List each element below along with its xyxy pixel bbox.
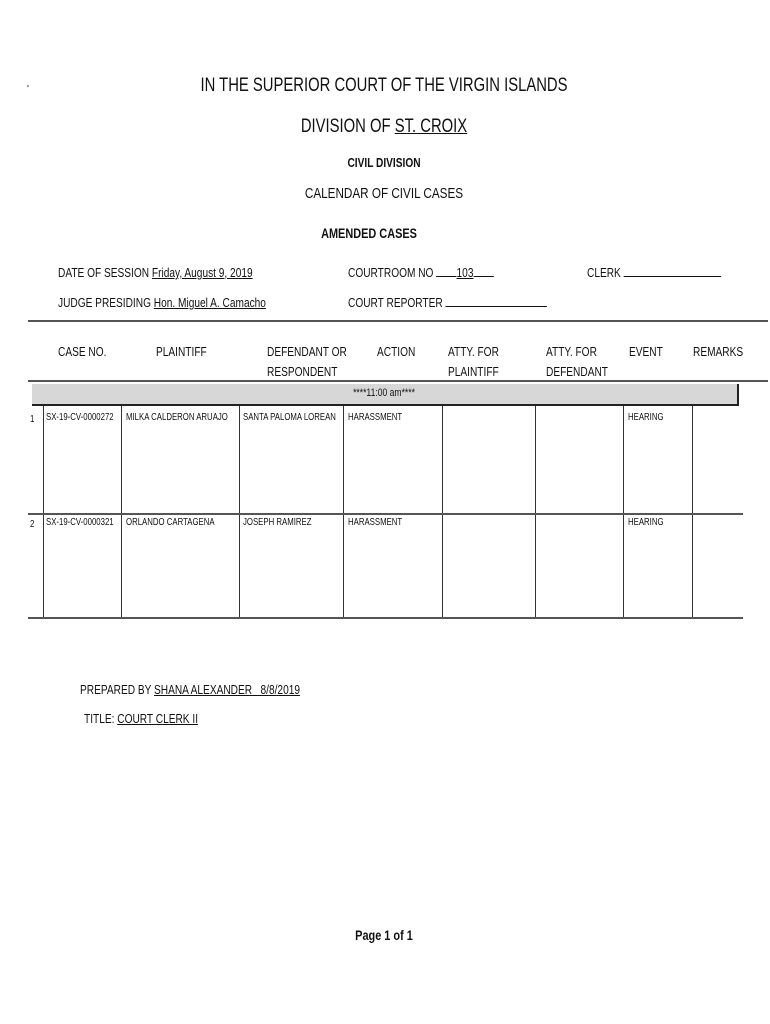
courtroom-label: COURTROOM NO xyxy=(348,265,437,280)
col-atty-defendant-line1: ATTY. FOR xyxy=(546,344,597,359)
plaintiff-name: MILKA CALDERON ARUAJO xyxy=(126,412,228,423)
plaintiff-name: ORLANDO CARTAGENA xyxy=(126,517,215,528)
header-bottom-rule xyxy=(28,380,768,382)
reporter-blank xyxy=(445,306,546,307)
courtroom-blank-right xyxy=(473,276,493,277)
court-reporter xyxy=(348,295,547,310)
case-number: SX-19-CV-0000321 xyxy=(46,517,114,528)
table-bottom-rule xyxy=(28,617,743,619)
judge-label: JUDGE PRESIDING xyxy=(58,295,154,310)
col-action: ACTION xyxy=(377,344,416,359)
division-name: ST. CROIX xyxy=(394,116,468,137)
time-slot-label: ****11:00 am**** xyxy=(353,387,415,399)
col-plaintiff: PLAINTIFF xyxy=(156,344,207,359)
judge-presiding xyxy=(58,295,266,310)
case-number: SX-19-CV-0000272 xyxy=(46,412,114,423)
date-of-session xyxy=(58,265,253,280)
prepared-label: PREPARED BY xyxy=(80,682,155,697)
calendar-heading: CALENDAR OF CIVIL CASES xyxy=(304,185,464,202)
court-title: IN THE SUPERIOR COURT OF THE VIRGIN ISLANDS xyxy=(200,75,568,96)
prepared-value: SHANA ALEXANDER 8/8/2019 xyxy=(154,682,300,697)
col-remarks: REMARKS xyxy=(693,344,744,359)
col-rule xyxy=(121,406,122,618)
clerk-label: CLERK xyxy=(587,265,624,280)
col-atty-plaintiff xyxy=(448,342,499,382)
reporter-label: COURT REPORTER xyxy=(348,295,446,310)
col-rule xyxy=(623,406,624,618)
judge-value: Hon. Miguel A. Camacho xyxy=(153,295,266,310)
row-number: 2 xyxy=(30,519,35,530)
date-value: Friday, August 9, 2019 xyxy=(151,265,253,280)
col-rule xyxy=(343,406,344,618)
col-rule xyxy=(692,406,693,618)
courtroom-blank-left xyxy=(436,276,456,277)
col-defendant-line1: DEFENDANT OR xyxy=(267,344,347,359)
col-atty-defendant xyxy=(546,342,608,382)
col-rule xyxy=(535,406,536,618)
defendant-name: JOSEPH RAMIREZ xyxy=(243,517,312,528)
col-rule xyxy=(43,406,44,618)
civil-division-label: CIVIL DIVISION xyxy=(347,155,421,170)
stray-mark: ' xyxy=(27,84,29,95)
courtroom-value: 103 xyxy=(456,265,474,280)
division-heading xyxy=(301,116,467,138)
row-number: 1 xyxy=(30,414,35,425)
prepared-by xyxy=(80,682,300,697)
col-defendant-line2: RESPONDENT xyxy=(267,364,338,379)
col-event: EVENT xyxy=(629,344,663,359)
clerk-blank xyxy=(624,276,722,277)
date-label: DATE OF SESSION xyxy=(58,265,152,280)
defendant-name: SANTA PALOMA LOREAN xyxy=(243,412,336,423)
col-atty-defendant-line2: DEFENDANT xyxy=(546,364,608,379)
title-label: TITLE: xyxy=(84,711,118,726)
preparer-title xyxy=(84,711,198,726)
col-defendant xyxy=(267,342,347,382)
division-prefix: DIVISION OF xyxy=(300,116,395,137)
row-divider xyxy=(28,513,743,515)
header-top-rule xyxy=(28,320,768,322)
action-type: HARASSMENT xyxy=(348,412,403,423)
amended-cases-heading: AMENDED CASES xyxy=(321,225,417,241)
event-type: HEARING xyxy=(628,517,664,528)
col-rule xyxy=(442,406,443,618)
col-rule xyxy=(239,406,240,618)
col-case-no: CASE NO. xyxy=(58,344,107,359)
col-atty-plaintiff-line2: PLAINTIFF xyxy=(448,364,499,379)
event-type: HEARING xyxy=(628,412,664,423)
title-value: COURT CLERK II xyxy=(117,711,199,726)
col-atty-plaintiff-line1: ATTY. FOR xyxy=(448,344,499,359)
action-type: HARASSMENT xyxy=(348,517,403,528)
page-number: Page 1 of 1 xyxy=(355,927,413,943)
clerk-field xyxy=(587,265,721,280)
courtroom-number xyxy=(348,265,494,280)
